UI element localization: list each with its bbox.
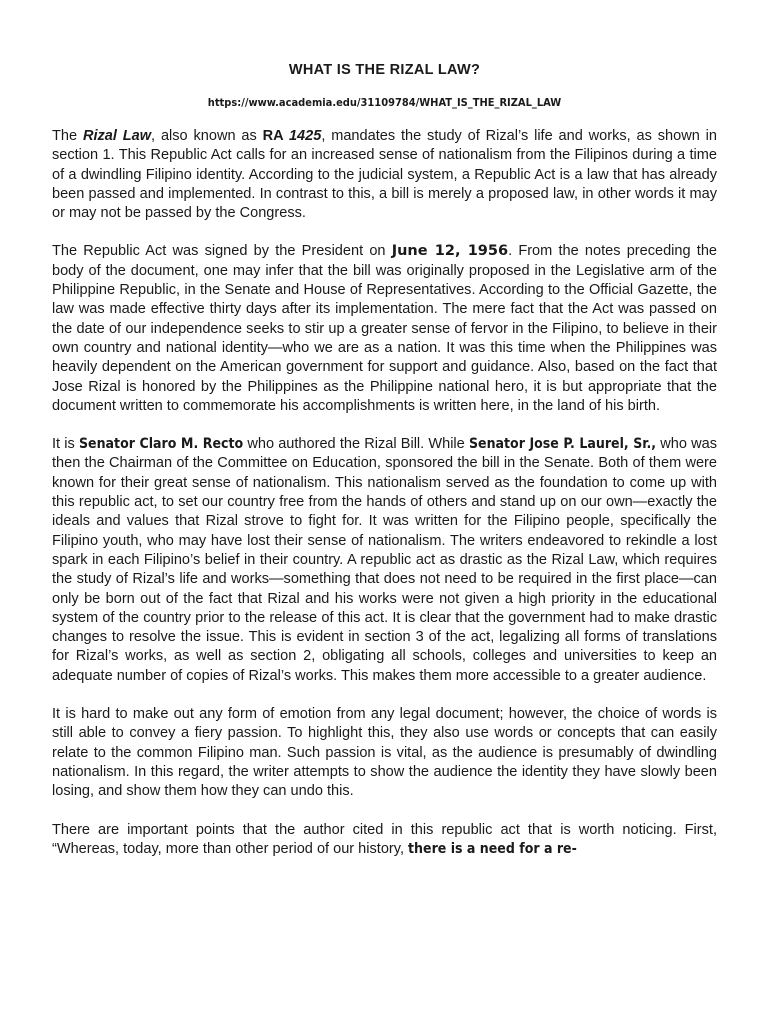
p1-text-1: , also known as	[151, 128, 263, 144]
p2-text-0: The Republic Act was signed by the President on	[52, 243, 392, 260]
ra-number: 1425	[288, 128, 322, 144]
p2-text-1: . From the notes preceding the body of the document, one may infer that the bill was originally proposed in the Legislative arm of the Philippine Republic, in the Senate and House of Representatives. According to the Official Gazette, the law was made effective thirty days after its implementation. The mere fact that the Act was passed on the date of our independence seeks to stir up a greater sense of fervor in the Filipino, to believe in their own country and national identity—who we are as a nation. It was this time when the Philippines was heavily dependent on the American government for support and guidance. Also, based on the fact that Jose Rizal is honored by the Philippines as the Philippine national hero, it is but appropriate that the document written to commemorate his accomplishments is written here, in the land of his birth.	[52, 243, 718, 414]
senator-laurel: Senator Jose P. Laurel, Sr.,	[468, 436, 657, 453]
p3-text-1: who authored the Rizal Bill. While	[243, 436, 469, 453]
paragraph-4: It is hard to make out any form of emotion from any legal document; however, the choice of words is still able to convey a fiery passion. To highlight this, they also use words or concepts that can easily relate to the common Filipino man. Such passion is vital, as the audience is presumably of dwindling nationalism. In this regard, the writer attempts to show the audience the identity they have slowly been losing, and show them how they can undo this.	[52, 706, 717, 800]
p5-bold-tail: there is a need for a re-	[408, 840, 577, 857]
paragraph-1	[52, 127, 717, 223]
document-title: WHAT IS THE RIZAL LAW?	[288, 62, 481, 78]
paragraph-2	[52, 242, 717, 416]
p5-text-0: There are important points that the author cited in this republic act that is worth noticing. First, “Whereas, today, more than other period of our history,	[52, 821, 717, 857]
paragraph-3	[52, 435, 717, 686]
p1-text-0: The	[52, 128, 83, 144]
rizal-law-term: Rizal Law	[82, 128, 152, 144]
ra-label: RA	[262, 128, 289, 144]
signing-date: June 12, 1956	[391, 243, 509, 260]
p3-text-2: who was then the Chairman of the Committee on Education, sponsored the bill in the Senate. Both of them were known for their great sense of nationalism. This nationalism served as the foundation to come up with this republic act, to set our country free from the hands of others and stand up on our own—exactly the ideals and values that Rizal strove to fight for. It was written for the Filipino people, specifically the Filipino youth, who may have lost their sense of nationalism. The writers endeavored to rekindle a lost spark in each Filipino’s belief in their country. A republic act as drastic as the Rizal Law, which requires the study of Rizal’s life and works—something that does not need to be required in the first place—can only be born out of the fact that Rizal and his works were not given a high priority in the educational system of the country prior to the release of this act. It is clear that the government had to make drastic changes to resolve the issue. This is evident in section 3 of the act, legalizing all forms of translations for Rizal’s works, as well as section 2, obligating all schools, colleges and universities to keep an adequate number of copies of Rizal’s works. This makes them more accessible to a greater audience.	[52, 436, 718, 684]
senator-recto: Senator Claro M. Recto	[78, 436, 244, 453]
p1-text-2: , mandates the study of Rizal’s life and works, as shown in section 1. This Republic Act calls for an increased sense of nationalism from the Filipinos during a time of a dwindling Filipino identity. According to the judicial system, a Republic Act is a law that has already been passed and implemented. In contrast to this, a bill is merely a proposed law, in other words it may or may not be passed by the Congress.	[52, 128, 718, 222]
p3-text-0: It is	[52, 436, 79, 453]
source-url: https://www.academia.edu/31109784/WHAT_IS_THE_RIZAL_LAW	[207, 96, 562, 109]
document-page	[52, 62, 717, 878]
paragraph-5	[52, 821, 717, 860]
